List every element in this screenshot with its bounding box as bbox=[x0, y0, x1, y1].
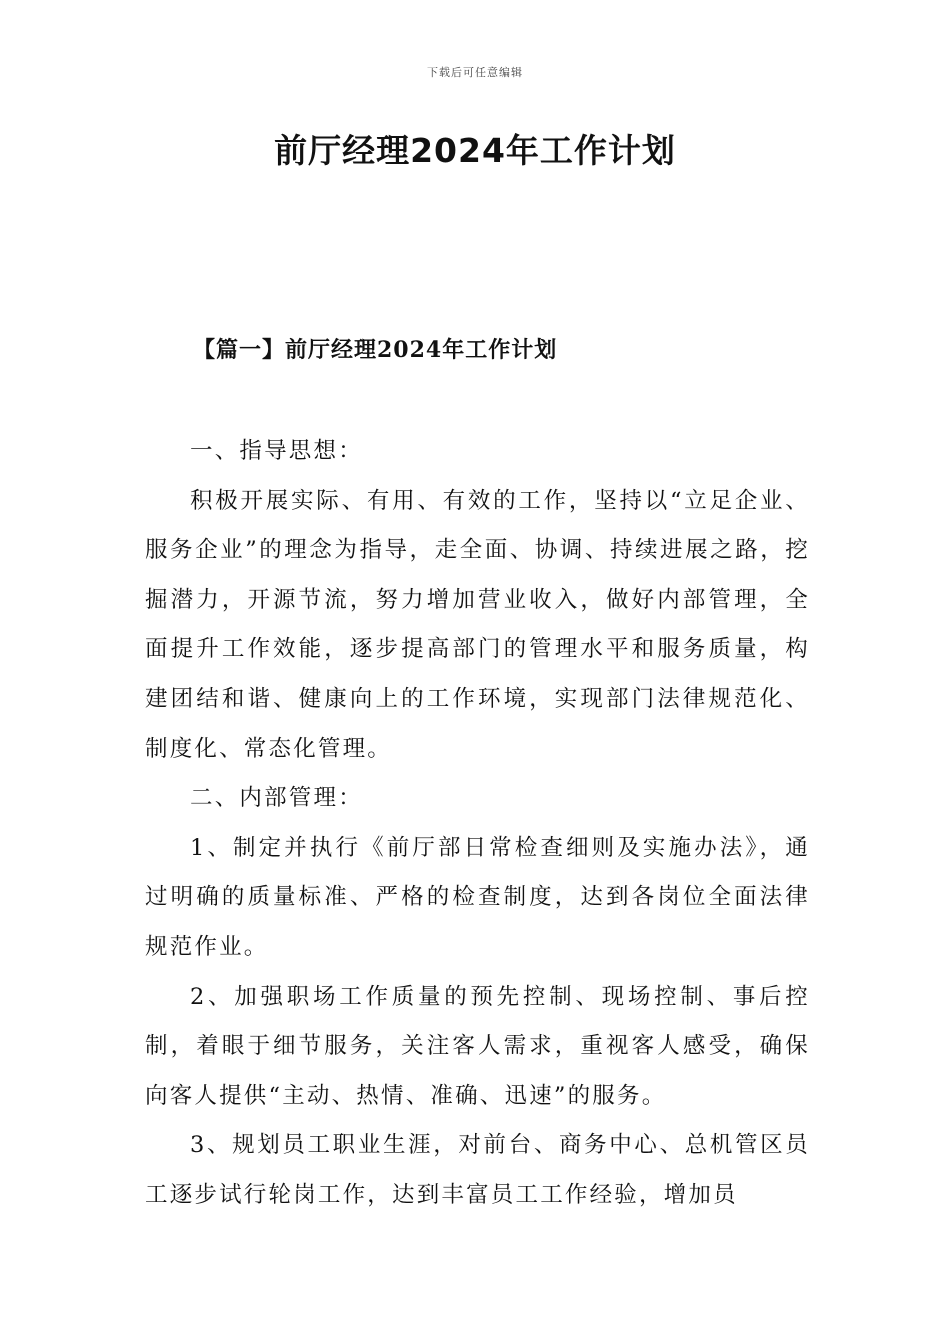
paragraph-item-1: 1、制定并执行《前厅部日常检查细则及实施办法》，通过明确的质量标准、严格的检查制度，达到各岗位全面法律规范作业。 bbox=[145, 834, 810, 960]
heading-guiding-principle: 一、指导思想： bbox=[190, 438, 363, 464]
paragraph-item-2: 2、加强职场工作质量的预先控制、现场控制、事后控制，着眼于细节服务，关注客人需求，重视客人感受，确保向客人提供“主动、热情、准确、迅速”的服务。 bbox=[145, 983, 810, 1109]
document-body bbox=[145, 427, 810, 1221]
paragraph-guiding-principle: 积极开展实际、有用、有效的工作，坚持以“立足企业、服务企业”的理念为指导，走全面、协调、持续进展之路，挖掘潜力，开源节流，努力增加营业收入，做好内部管理，全面提升工作效能，逐步提高部门的管理水平和服务质量，构建团结和谐、健康向上的工作环境，实现部门法律规范化、制度化、常态化管理。 bbox=[145, 487, 810, 762]
header-note: 下载后可任意编辑 bbox=[427, 66, 523, 79]
heading-internal-management: 二、内部管理： bbox=[190, 785, 363, 812]
section-heading: 【篇一】前厅经理2024年工作计划 bbox=[193, 337, 558, 363]
paragraph-item-3: 3、规划员工职业生涯，对前台、商务中心、总机管区员工逐步试行轮岗工作，达到丰富员工工作经验，增加员 bbox=[145, 1132, 810, 1208]
document-title: 前厅经理2024年工作计划 bbox=[274, 131, 676, 170]
